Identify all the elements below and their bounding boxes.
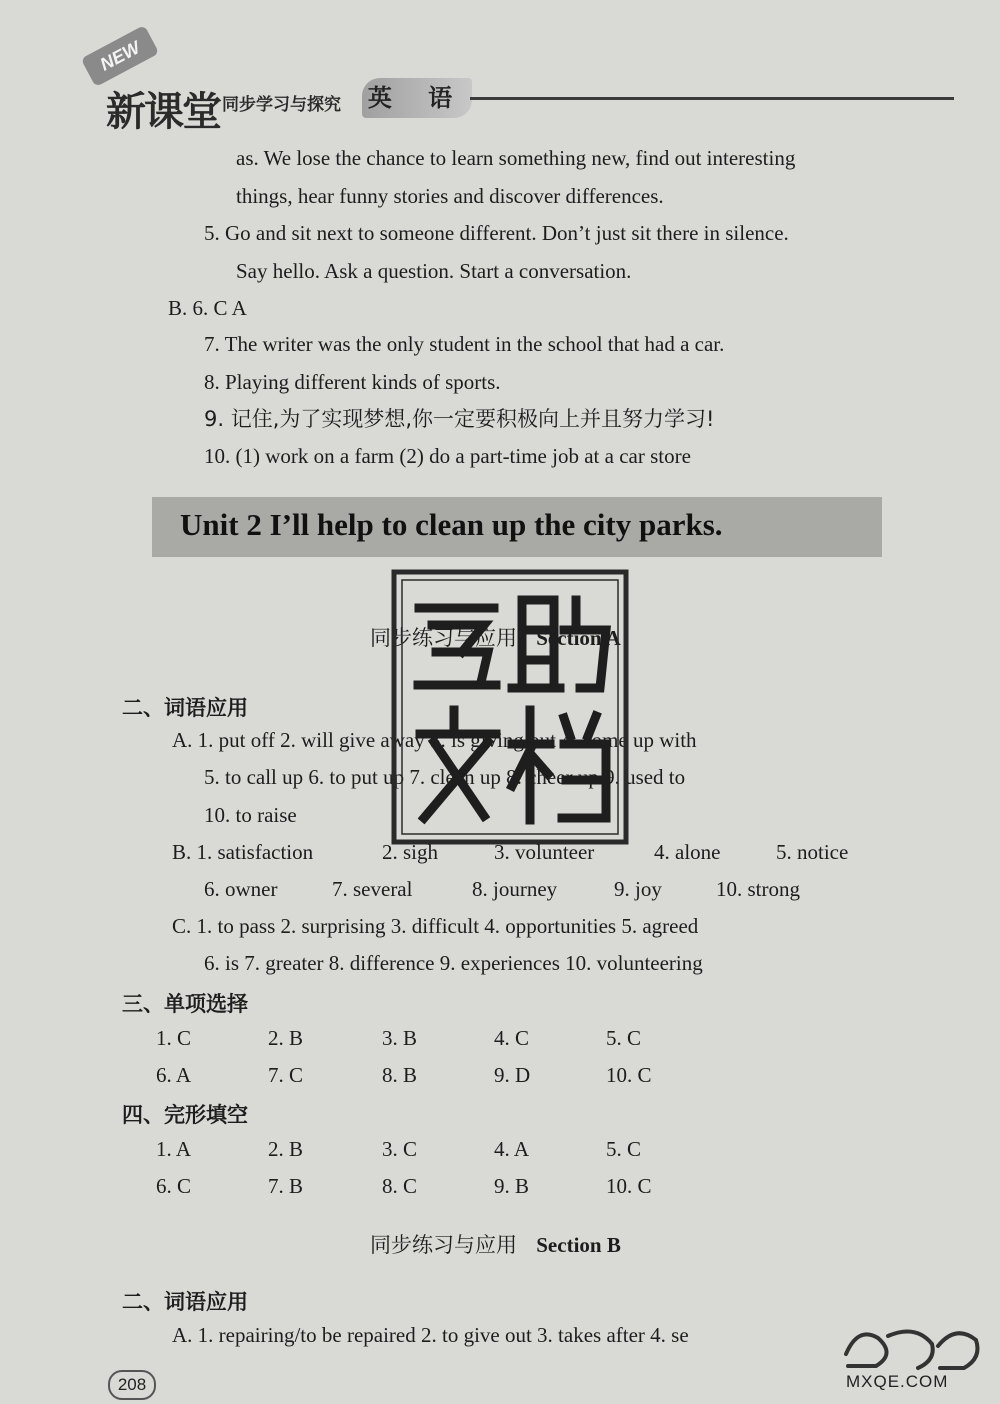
answer-item: 4. C [494, 1026, 530, 1050]
answer-item: 3. C [382, 1137, 418, 1161]
answer-item: 9. B [494, 1174, 530, 1198]
answer-line: 8. Playing different kinds of sports. [204, 370, 501, 394]
answer-line: 6. is 7. greater 8. difference 9. experiences 10. volunteering [204, 951, 703, 975]
answer-item: 2. B [268, 1026, 304, 1050]
stamp-watermark [384, 560, 634, 850]
new-badge: NEW [81, 25, 160, 87]
page-number: 208 [108, 1370, 156, 1400]
answer-item: 3. volunteer [494, 840, 595, 864]
answer-item: 8. B [382, 1063, 418, 1087]
answer-item: 6. C [156, 1174, 192, 1198]
answer-line: things, hear funny stories and discover differences. [236, 184, 664, 208]
answer-item: 5. C [606, 1137, 642, 1161]
answer-item: 6. A [156, 1063, 192, 1087]
answer-item: 2. B [268, 1137, 304, 1161]
answer-line: A. 1. repairing/to be repaired 2. to give out 3. takes after 4. se [172, 1323, 689, 1347]
answer-item: 7. C [268, 1063, 304, 1087]
answer-item: 9. D [494, 1063, 531, 1087]
answer-item: B. 1. satisfaction [172, 840, 314, 864]
answer-item: 10. strong [716, 877, 800, 901]
section-b-title [370, 1229, 621, 1259]
answer-item: 7. several [332, 877, 413, 901]
section-b-title-en: Section B [536, 1233, 621, 1257]
answer-item: 3. B [382, 1026, 418, 1050]
brand-title: 新课堂 [106, 89, 220, 135]
answer-item: 10. C [606, 1063, 652, 1087]
answer-line: Say hello. Ask a question. Start a conversation. [236, 259, 632, 283]
answer-item: 9. joy [614, 877, 662, 901]
answer-item: 1. A [156, 1137, 192, 1161]
answer-item: 2. sigh [382, 840, 439, 864]
answer-line: 5. to call up 6. to put up 7. clean up 8. cheer up 9. used to [204, 765, 686, 789]
unit-title: Unit 2 I’ll help to clean up the city parks. [180, 507, 723, 542]
answer-item: 5. notice [776, 840, 849, 864]
watermark-url: MXQE.COM [846, 1372, 949, 1391]
answer-item: 4. A [494, 1137, 530, 1161]
answer-line-chinese: 9. 记住,为了实现梦想,你一定要积极向上并且努力学习! [204, 407, 715, 431]
answer-item: 7. B [268, 1174, 304, 1198]
section-a-title-en: Section A [536, 626, 621, 650]
header-rule [470, 97, 954, 100]
answer-line: 5. Go and sit next to someone different. Don’t just sit there in silence. [204, 221, 789, 245]
subject-label: 英 语 [362, 78, 472, 118]
series-title: 同步学习与探究 [222, 95, 341, 115]
part-heading-multiple-choice: 三、单项选择 [122, 992, 248, 1016]
answer-line: B. 6. C A [168, 296, 247, 320]
answer-item: 4. alone [654, 840, 721, 864]
section-a-title-cn: 同步练习与应用 [370, 626, 517, 650]
answer-line: 10. (1) work on a farm (2) do a part-time job at a car store [204, 444, 691, 468]
answer-line: 7. The writer was the only student in the school that had a car. [204, 332, 725, 356]
section-b-title-cn: 同步练习与应用 [370, 1233, 517, 1257]
part-heading-cloze: 四、完形填空 [122, 1103, 248, 1127]
part-heading-vocabulary-b: 二、词语应用 [122, 1290, 248, 1314]
answer-item: 8. C [382, 1174, 418, 1198]
answer-line: as. We lose the chance to learn something new, find out interesting [236, 146, 796, 170]
answer-item: 10. C [606, 1174, 652, 1198]
answer-item: 5. C [606, 1026, 642, 1050]
part-heading-vocabulary: 二、词语应用 [122, 696, 248, 720]
answer-item: 8. journey [472, 877, 558, 901]
answer-item: 1. C [156, 1026, 192, 1050]
answer-line: C. 1. to pass 2. surprising 3. difficult 4. opportunities 5. agreed [172, 914, 699, 938]
answer-line: A. 1. put off 2. will give away 3. is giving out 4. come up with [172, 728, 697, 752]
answer-item: 6. owner [204, 877, 278, 901]
answer-line: 10. to raise [204, 803, 297, 827]
